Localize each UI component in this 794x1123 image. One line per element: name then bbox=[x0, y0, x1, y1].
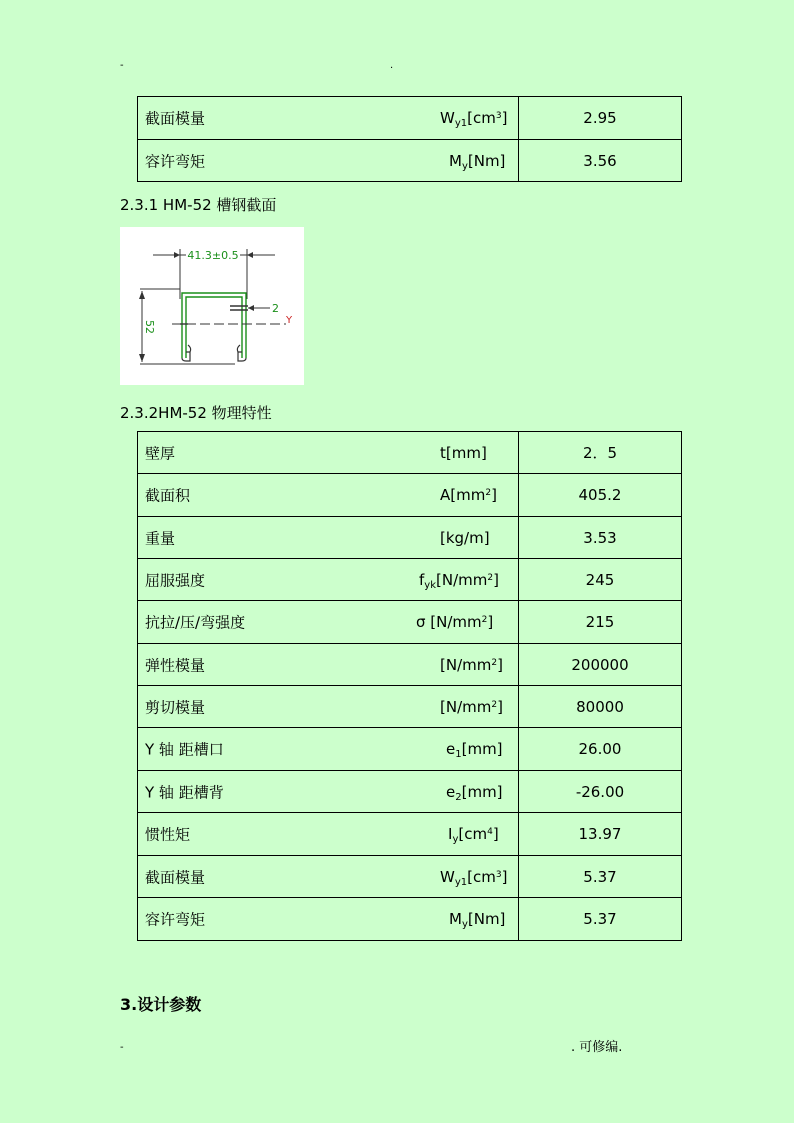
property-name: 弹性模量 bbox=[145, 656, 206, 674]
header-center-mark: . bbox=[390, 60, 394, 71]
section-heading: 2.3.1 HM-52 槽钢截面 bbox=[120, 196, 277, 214]
design-parameters-heading: 3.设计参数 bbox=[120, 995, 202, 1014]
header-left-mark: - bbox=[120, 60, 124, 71]
property-symbol: $W_{y1}[cm^3]$ bbox=[440, 109, 508, 129]
property-symbol: $f_{yk}[N/mm^2]$ bbox=[419, 570, 499, 591]
property-symbol: $[N/mm^2]$ bbox=[440, 697, 503, 716]
section-modulus-table bbox=[137, 96, 682, 182]
property-value: -26.00 bbox=[519, 771, 682, 813]
property-name: 抗拉/压/弯强度 bbox=[145, 613, 246, 632]
properties-heading: 2.3.2HM-52 物理特性 bbox=[120, 404, 272, 422]
property-name: 重量 bbox=[145, 529, 176, 547]
property-symbol: $M_y[Nm]$ bbox=[449, 910, 506, 930]
physical-properties-table bbox=[137, 431, 682, 941]
table-row bbox=[138, 140, 682, 182]
property-value: 200000 bbox=[519, 644, 682, 686]
dim-thickness-label: 2 bbox=[272, 302, 279, 315]
property-value: 405.2 bbox=[519, 474, 682, 517]
property-name: 惯性矩 bbox=[145, 825, 191, 844]
property-value: 215 bbox=[519, 601, 682, 644]
property-value: 3.56 bbox=[519, 140, 682, 182]
property-name: 截面模量 bbox=[145, 109, 206, 128]
dim-height-label: 52 bbox=[143, 320, 156, 334]
property-value: 13.97 bbox=[519, 813, 682, 856]
property-symbol: $I_y[cm^4]$ bbox=[448, 825, 499, 845]
property-name: Y 轴 距槽背 bbox=[145, 783, 224, 801]
dim-width-label: 41.3±0.5 bbox=[187, 249, 239, 262]
property-symbol: $M_y[Nm]$ bbox=[449, 151, 506, 172]
table-row bbox=[138, 97, 682, 140]
property-name: 剪切模量 bbox=[145, 698, 206, 716]
property-symbol: σ $[N/mm^2]$ bbox=[416, 613, 494, 631]
property-name: 截面模量 bbox=[145, 868, 206, 886]
table-row bbox=[138, 474, 682, 517]
footer-left-mark: - bbox=[120, 1042, 124, 1053]
property-value: 2.95 bbox=[519, 97, 682, 140]
table-row bbox=[138, 432, 682, 474]
property-symbol: $A[mm^2]$ bbox=[440, 486, 497, 504]
footer-text: . 可修编. bbox=[571, 1040, 623, 1055]
property-name: 容许弯矩 bbox=[145, 152, 206, 170]
property-symbol: $e_1[mm]$ bbox=[446, 740, 503, 760]
property-value: 3.53 bbox=[519, 517, 682, 559]
table-row bbox=[138, 771, 682, 813]
axis-y-label: Y bbox=[286, 315, 293, 326]
property-value: 245 bbox=[519, 559, 682, 601]
table-row bbox=[138, 517, 682, 559]
table-row bbox=[138, 813, 682, 856]
property-name: 屈服强度 bbox=[145, 571, 206, 589]
property-symbol: t[mm] bbox=[440, 443, 487, 462]
property-value: 80000 bbox=[519, 686, 682, 728]
property-symbol: $W_{y1}[cm^3]$ bbox=[440, 867, 508, 888]
property-name: 容许弯矩 bbox=[145, 910, 206, 929]
property-value: 5.37 bbox=[519, 856, 682, 898]
table-row bbox=[138, 644, 682, 686]
property-symbol: [kg/m] bbox=[440, 528, 490, 547]
table-row bbox=[138, 601, 682, 644]
table-row bbox=[138, 856, 682, 898]
table-row bbox=[138, 686, 682, 728]
property-symbol: $e_2[mm]$ bbox=[446, 782, 503, 803]
property-name: 截面积 bbox=[145, 486, 191, 505]
table-row bbox=[138, 898, 682, 941]
property-name: 壁厚 bbox=[145, 444, 176, 462]
table-row bbox=[138, 728, 682, 771]
property-value: 5.37 bbox=[519, 898, 682, 941]
property-symbol: $[N/mm^2]$ bbox=[440, 655, 503, 674]
table-row bbox=[138, 559, 682, 601]
property-value: 26.00 bbox=[519, 728, 682, 771]
property-name: Y 轴 距槽口 bbox=[145, 740, 224, 759]
property-value: 2．5 bbox=[519, 432, 682, 474]
channel-section-drawing bbox=[120, 227, 304, 385]
